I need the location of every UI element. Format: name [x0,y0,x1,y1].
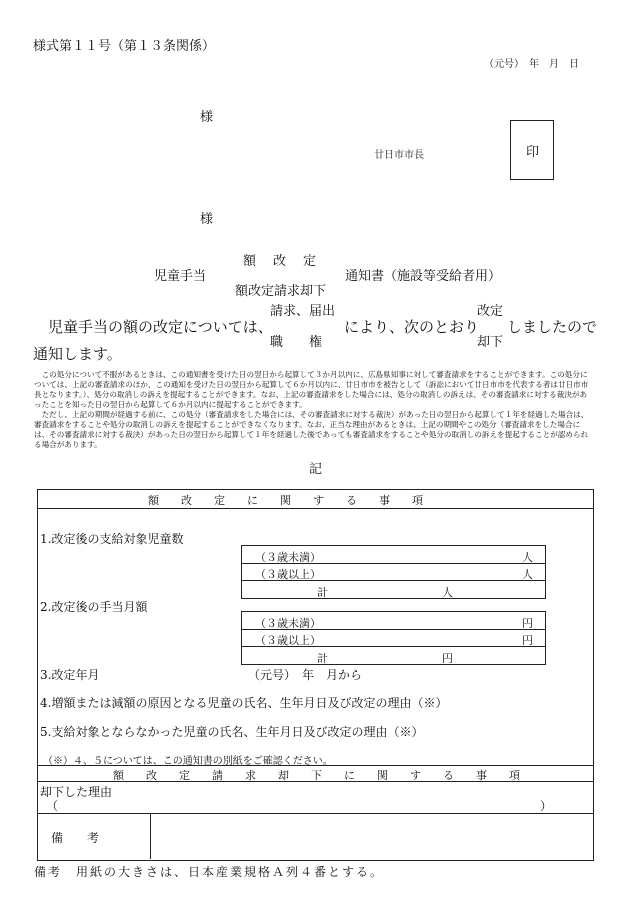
child-count-under3-unit: 人 [522,551,533,564]
title-option-rejection: 額改定請求却下 [235,284,327,299]
note-paragraph: この処分について不服があるときは、この通知書を受けた日の翌日から起算して３か月以内に、広島県知事に対して審査請求をすることができます。この処分については、上記の審査請求のほか、この通知を受けた日の翌日から起算して６か月以内に、廿日市市を被告として（訴訟において廿日市市を代表する者は廿日市市長となります。）、処分の取消しの訴えを提起することができます。なお、上記の審査請求をした場合には、処分の取消しの訴えは、その審査請求に対する裁決があったことを知った日の翌日から起算して６か月以内に提起することができます。 [34,370,589,409]
child-count-over3-unit: 人 [522,568,533,581]
allowance-total-unit: 円 [442,652,453,665]
child-count-over3-label: （３歳以上） [255,568,321,581]
body-tail: しましたので [507,318,598,336]
allowance-over3-label: （３歳以上） [255,634,321,647]
date-line: （元号） 年 月 日 [484,59,579,70]
reason-option-authority: 職 権 [270,335,323,350]
divider [150,813,151,859]
divider [37,813,593,814]
title-option-revision: 額 改 定 [243,254,319,269]
child-count-total-unit: 人 [442,586,453,599]
reason-option-request: 請求、届出 [270,304,336,319]
addressee-2: 様 [200,212,214,227]
note-paragraph: ただし、上記の期間が経過する前に、この処分（審査請求をした場合には、その審査請求に対する裁決）があった日の翌日から起算して１年を経過した場合は、審査請求をすることや処分の取消しの訴えを提起することができなくなります。なお、正当な理由があるときは、上記の期間やこの処分（審査請求をした場合には、その審査請求に対する裁決）があった日の翌日から起算して１年を経過した後であっても審査請求をすることや処分の取消しの訴えを提起することが認められる場合があります。 [34,410,589,449]
title-left: 児童手当 [154,269,207,284]
child-count-under3-label: （３歳未満） [255,551,321,564]
allowance-total-label: 計 [317,652,328,665]
addressee-1: 様 [200,110,214,125]
remarks-label: 備 考 [51,831,100,845]
ki-heading: 記 [309,462,323,477]
appeal-notes [34,370,594,450]
seal-label: 印 [526,145,540,160]
item-5-label: 5.支給対象とならなかった児童の氏名、生年月日及び改定の理由（※） [40,725,424,739]
rejection-reason-close: ） [540,799,553,813]
rejection-reason-label: 却下した理由 [40,785,113,799]
footnote: （※）４、５については、この通知書の別紙をご確認ください。 [43,756,333,767]
rejection-reason-open: （ [46,799,59,813]
form-number: 様式第１１号（第１３条関係） [33,39,216,54]
body-lead: 児童手当の額の改定については、 [33,318,273,336]
item-4-label: 4.増額または減額の原因となる児童の氏名、生年月日及び改定の理由（※） [40,696,448,710]
revision-section-header: 額 改 定 に 関 す る 事 項 [148,494,423,507]
divider [37,765,593,766]
item-3-value: （元号） 年 月から [248,668,363,682]
divider [37,781,593,782]
allowance-under3-unit: 円 [522,617,533,630]
allowance-over3-unit: 円 [522,634,533,647]
seal-box [510,120,554,180]
body-line2: 通知します。 [33,345,122,363]
divider [37,508,593,509]
item-3-label: 3.改定年月 [40,668,100,682]
paper-size-note: 備考 用紙の大きさは、日本産業規格Ａ列４番とする。 [34,865,385,879]
body-middle: により、次のとおり [344,318,480,336]
allowance-under3-label: （３歳未満） [255,617,321,630]
result-option-revise: 改定 [477,304,504,319]
result-option-reject: 却下 [477,335,504,350]
issuer-name: 廿日市市長 [374,150,424,161]
title-right: 通知書（施設等受給者用） [345,269,502,284]
child-count-total-label: 計 [317,586,328,599]
item-2-label: 2.改定後の手当月額 [40,600,148,614]
rejection-section-header: 額 改 定 請 求 却 下 に 関 す る 事 項 [113,769,520,782]
item-1-label: 1.改定後の支給対象児童数 [40,532,184,546]
